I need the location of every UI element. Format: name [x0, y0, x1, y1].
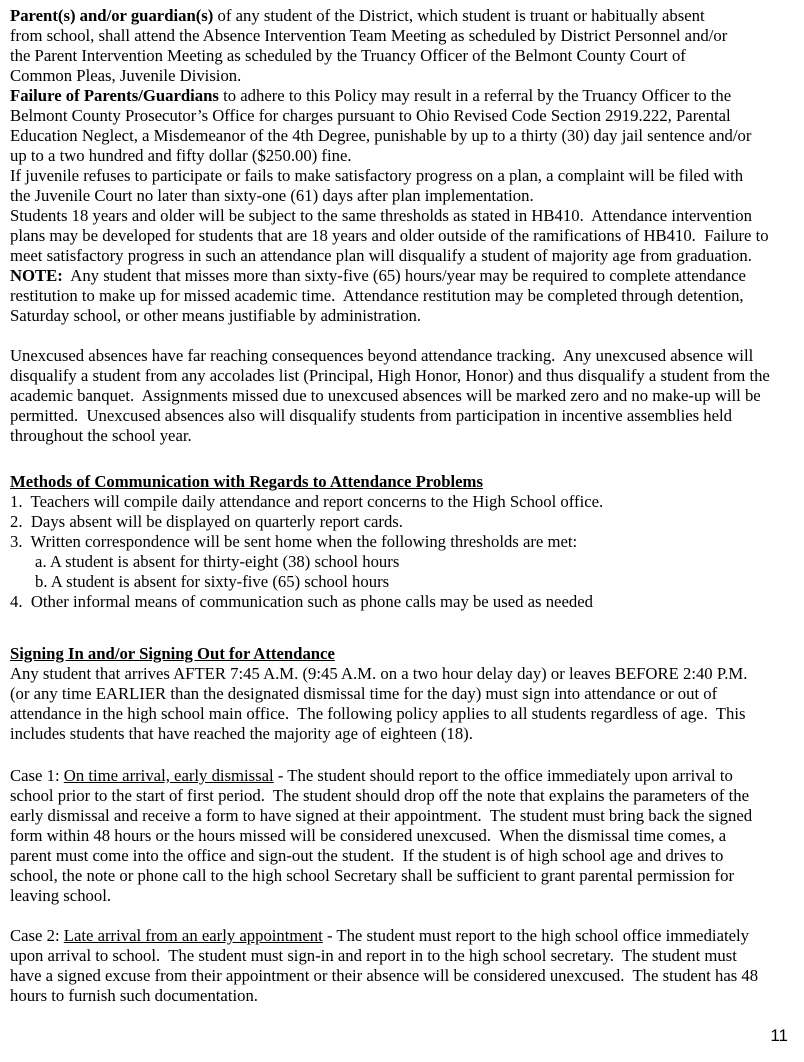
text-line: parent must come into the office and sign-out the student. If the student is of high school age and drives to: [10, 846, 724, 865]
blank-line: [10, 326, 800, 346]
text-line: Saturday school, or other means justifiable by administration.: [10, 306, 422, 325]
para-juvenile-complaint: [10, 166, 800, 206]
text-line: b. A student is absent for sixty-five (65) school hours: [10, 572, 390, 591]
text-line: school, the note or phone call to the high school Secretary shall be sufficient to grant parental permission for: [10, 866, 735, 885]
text-line: 4. Other informal means of communication such as phone calls may be used as needed: [10, 592, 593, 611]
text-line: includes students that have reached the majority age of eighteen (18).: [10, 724, 473, 743]
text-line: Education Neglect, a Misdemeanor of the 4th Degree, punishable by up to a thirty (30) day jail sentence and/or: [10, 126, 752, 145]
text-line: form within 48 hours or the hours missed will be considered unexcused. When the dismissal time comes, a: [10, 826, 727, 845]
text-line: hours to furnish such documentation.: [10, 986, 258, 1005]
text-line: Students 18 years and older will be subject to the same thresholds as stated in HB410. Attendance intervention: [10, 206, 752, 225]
text-line: Belmont County Prosecutor’s Office for charges pursuant to Ohio Revised Code Section 2919.222, Parental: [10, 106, 731, 125]
para-unexcused-consequences: [10, 346, 800, 446]
text-line: from school, shall attend the Absence Intervention Team Meeting as scheduled by District Personnel and/or: [10, 26, 728, 45]
document-body: [10, 6, 800, 1006]
text-line: 3. Written correspondence will be sent home when the following thresholds are met:: [10, 532, 578, 551]
text-line: disqualify a student from any accolades list (Principal, High Honor, Honor) and thus disqualify a student from the: [10, 366, 770, 385]
text-line: school prior to the start of first period. The student should drop off the note that explains the parameters of the: [10, 786, 750, 805]
text-line: Case 2: Late arrival from an early appointment - The student must report to the high school office immediately: [10, 926, 749, 945]
heading-methods-of-communication: [10, 472, 800, 492]
text-line: 2. Days absent will be displayed on quarterly report cards.: [10, 512, 403, 531]
text-line: (or any time EARLIER than the designated dismissal time for the day) must sign into attendance or out of: [10, 684, 718, 703]
text-line: Methods of Communication with Regards to Attendance Problems: [10, 472, 483, 491]
text-line: academic banquet. Assignments missed due to unexcused absences will be marked zero and no make-up will be: [10, 386, 761, 405]
para-parents-guardians: [10, 6, 800, 86]
text-line: Parent(s) and/or guardian(s) of any student of the District, which student is truant or habitually absent: [10, 6, 705, 25]
heading-signing-in-out: [10, 644, 800, 664]
text-line: Unexcused absences have far reaching consequences beyond attendance tracking. Any unexcused absence will: [10, 346, 754, 365]
text-line: the Juvenile Court no later than sixty-one (61) days after plan implementation.: [10, 186, 534, 205]
para-students-18-and-older: [10, 206, 800, 266]
text-line: restitution to make up for missed academic time. Attendance restitution may be completed through detention,: [10, 286, 744, 305]
text-line: Signing In and/or Signing Out for Attendance: [10, 644, 335, 663]
para-case-2: [10, 926, 800, 1006]
text-line: permitted. Unexcused absences also will disqualify students from participation in incentive assemblies held: [10, 406, 733, 425]
text-line: Common Pleas, Juvenile Division.: [10, 66, 242, 85]
text-line: a. A student is absent for thirty-eight (38) school hours: [10, 552, 400, 571]
text-line: the Parent Intervention Meeting as scheduled by the Truancy Officer of the Belmont County Court of: [10, 46, 686, 65]
blank-line: [10, 744, 800, 766]
text-line: up to a two hundred and fifty dollar ($250.00) fine.: [10, 146, 352, 165]
text-line: upon arrival to school. The student must sign-in and report in to the high school secretary. The student must: [10, 946, 737, 965]
text-line: meet satisfactory progress in such an attendance plan will disqualify a student of majority age from graduation.: [10, 246, 752, 265]
para-sign-in-policy: [10, 664, 800, 744]
text-line: If juvenile refuses to participate or fails to make satisfactory progress on a plan, a complaint will be filed with: [10, 166, 744, 185]
blank-line: [10, 612, 800, 644]
text-line: attendance in the high school main office. The following policy applies to all students regardless of age. This: [10, 704, 746, 723]
text-line: 1. Teachers will compile daily attendance and report concerns to the High School office.: [10, 492, 604, 511]
blank-line: [10, 906, 800, 926]
text-line: leaving school.: [10, 886, 112, 905]
text-line: Any student that arrives AFTER 7:45 A.M. (9:45 A.M. on a two hour delay day) or leaves BEFORE 2:40 P.M.: [10, 664, 748, 683]
blank-line: [10, 446, 800, 472]
para-case-1: [10, 766, 800, 906]
text-line: Failure of Parents/Guardians to adhere to this Policy may result in a referral by the Truancy Officer to the: [10, 86, 732, 105]
text-line: early dismissal and receive a form to have signed at their appointment. The student must bring back the signed: [10, 806, 753, 825]
text-line: have a signed excuse from their appointment or their absence will be considered unexcused. The student has 48: [10, 966, 759, 985]
list-communication-methods: [10, 492, 800, 612]
text-line: throughout the school year.: [10, 426, 192, 445]
text-line: NOTE: Any student that misses more than sixty-five (65) hours/year may be required to complete attendance: [10, 266, 746, 285]
para-failure-of-parents: [10, 86, 800, 166]
para-note-attendance-restitution: [10, 266, 800, 326]
page-number: 11: [770, 1026, 788, 1045]
text-line: plans may be developed for students that are 18 years and older outside of the ramifications of HB410. Failure to: [10, 226, 769, 245]
text-line: Case 1: On time arrival, early dismissal - The student should report to the office immediately upon arrival to: [10, 766, 733, 785]
